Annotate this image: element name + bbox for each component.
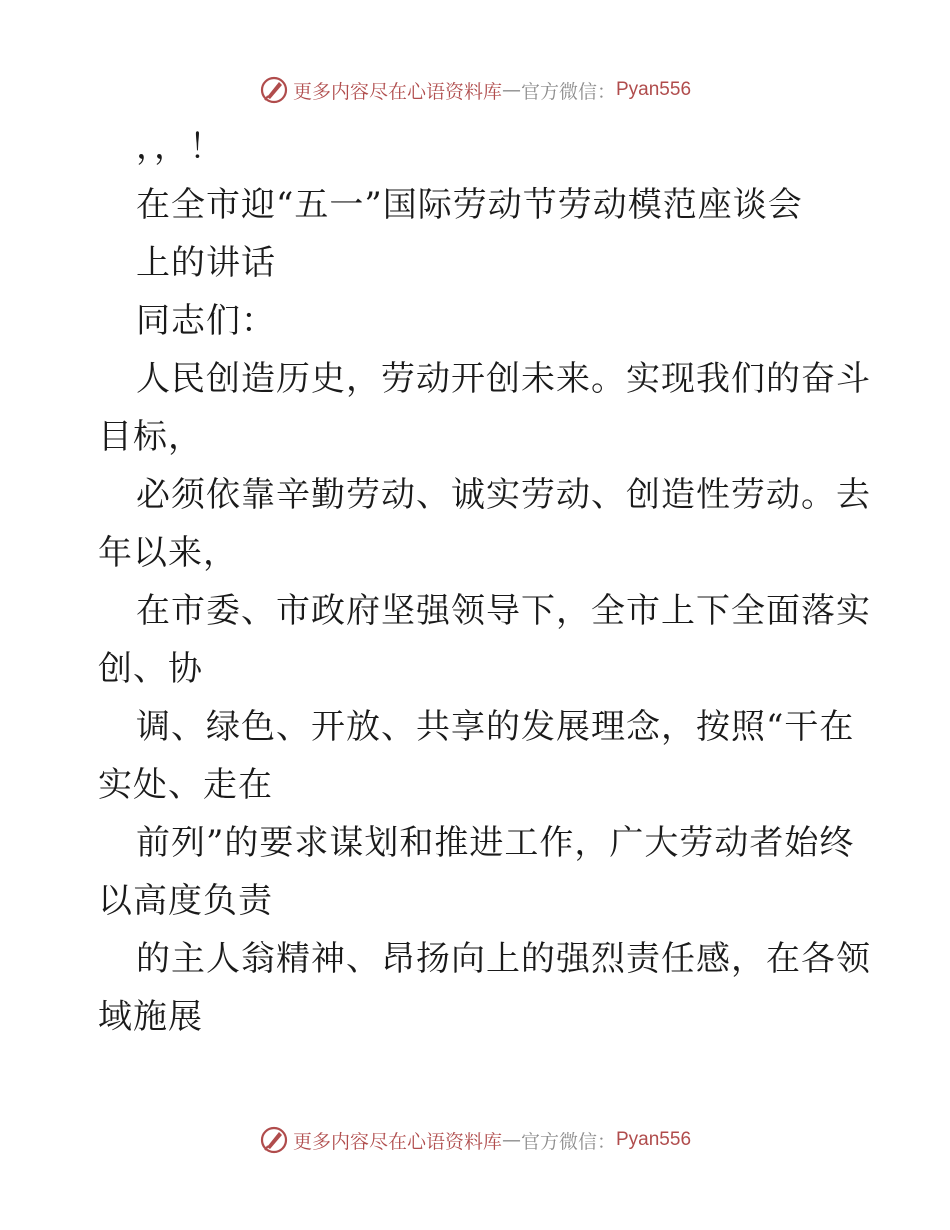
- text-line: 创、协: [98, 649, 203, 689]
- text-line: ，，！: [136, 127, 224, 167]
- header-banner: [0, 70, 950, 110]
- text-line: 目标，: [98, 417, 203, 457]
- text-line: 必须依靠辛勤劳动、诚实劳动、创造性劳动。去: [136, 475, 871, 515]
- banner-dash: —: [501, 79, 521, 101]
- speech-title: 在全市迎“五一”国际劳动节劳动模范座谈会: [136, 185, 803, 225]
- text-line: 前列”的要求谋划和推进工作，广大劳动者始终: [136, 823, 855, 863]
- text-line: 实处、走在: [98, 765, 273, 805]
- wechat-id: Pyan556: [616, 1129, 692, 1150]
- banner-text: 更多内容尽在心语资料库: [292, 80, 502, 103]
- banner-dash: —: [501, 1129, 521, 1151]
- text-line: 的主人翁精神、昂扬向上的强烈责任感，在各领: [136, 939, 871, 979]
- text-line: 调、绿色、开放、共享的发展理念，按照“干在: [136, 707, 855, 747]
- quill-pen-icon: [259, 75, 289, 105]
- wechat-label: 官方微信：: [520, 80, 616, 103]
- document-body: [98, 118, 871, 1046]
- speech-title-cont: 上的讲话: [136, 243, 276, 283]
- banner-text: 更多内容尽在心语资料库: [292, 1130, 502, 1153]
- quill-pen-icon: [259, 1125, 289, 1155]
- text-line: 人民创造历史，劳动开创未来。实现我们的奋斗: [136, 359, 871, 399]
- text-line: 以高度负责: [98, 881, 273, 921]
- text-line: 年以来，: [98, 533, 238, 573]
- wechat-id: Pyan556: [616, 79, 692, 100]
- footer-banner: [0, 1120, 950, 1160]
- salutation: 同志们：: [136, 301, 276, 341]
- text-line: 在市委、市政府坚强领导下，全市上下全面落实: [136, 591, 871, 631]
- text-line: 域施展: [98, 997, 203, 1037]
- wechat-label: 官方微信：: [520, 1130, 616, 1153]
